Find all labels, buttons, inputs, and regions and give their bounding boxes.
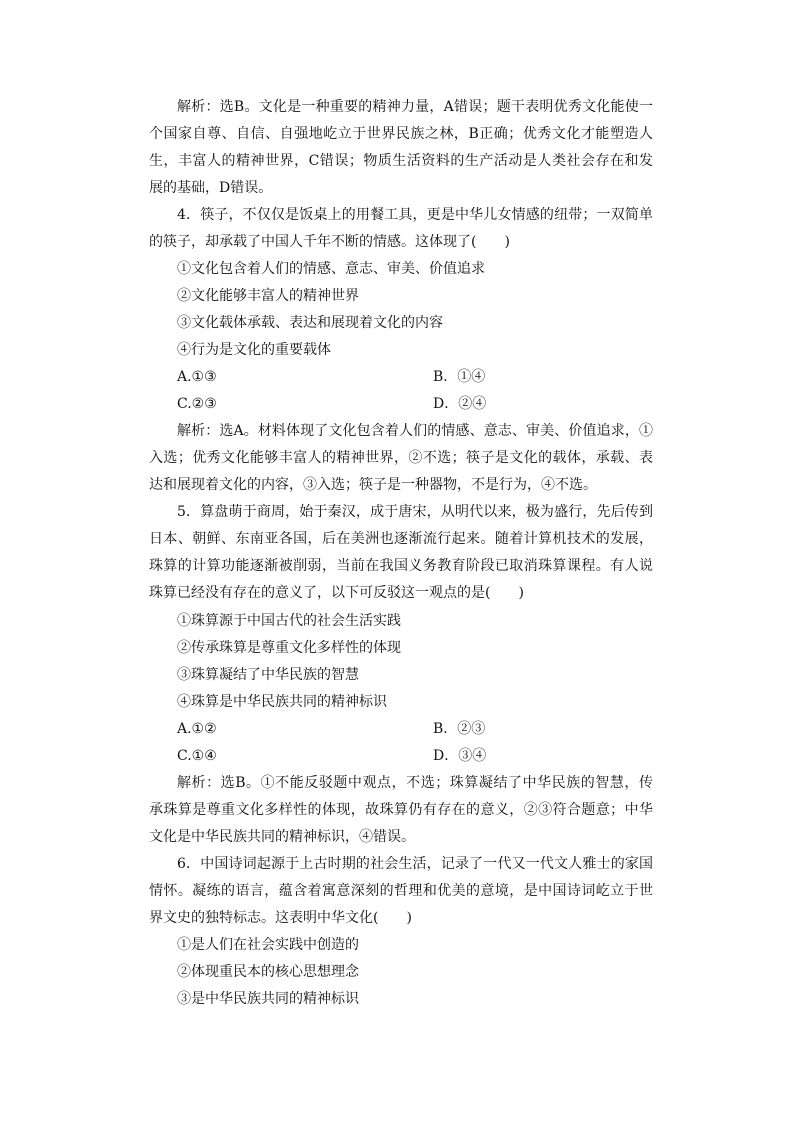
question-5-stem-line-2: 日本、朝鲜、东南亚各国，后在美洲也逐渐流行起来。随着计算机技术的发展， bbox=[149, 531, 653, 547]
question-5-stem-line-4: 珠算已经没有存在的意义了，以下可反驳这一观点的是( ) bbox=[149, 585, 524, 601]
question-5-choice-d: D．③④ bbox=[433, 748, 487, 764]
question-6-option-3: ③是中华民族共同的精神标识 bbox=[177, 991, 359, 1007]
analysis-3-line-2: 个国家自尊、自信、自强地屹立于世界民族之林，B正确；优秀文化才能塑造人 bbox=[149, 126, 653, 142]
question-5-stem-line-3: 珠算的计算功能逐渐被削弱，当前在我国义务教育阶段已取消珠算课程。有人说 bbox=[149, 558, 653, 574]
question-4-analysis-line-3: 达和展现着文化的内容，③入选；筷子是一种器物，不是行为，④不选。 bbox=[149, 477, 597, 493]
question-5-analysis-line-2: 承珠算是尊重文化多样性的体现，故珠算仍有存在的意义，②③符合题意；中华 bbox=[149, 802, 653, 818]
question-5-analysis-line-1: 解析：选B。①不能反驳题中观点，不选；珠算凝结了中华民族的智慧，传 bbox=[177, 775, 653, 791]
question-5-choice-b: B．②③ bbox=[433, 721, 486, 737]
question-4-stem-line-1: 4．筷子，不仅仅是饭桌上的用餐工具，更是中华儿女情感的纽带；一双简单 bbox=[177, 207, 653, 223]
question-4-option-1: ①文化包含着人们的情感、意志、审美、价值追求 bbox=[177, 261, 485, 277]
analysis-3-line-4: 展的基础，D错误。 bbox=[149, 180, 273, 196]
question-4-choice-a: A.①③ bbox=[177, 369, 217, 385]
question-4-analysis-line-2: 入选；优秀文化能够丰富人的精神世界，②不选；筷子是文化的载体，承载、表 bbox=[149, 450, 653, 466]
analysis-3-line-3: 生，丰富人的精神世界，C错误；物质生活资料的生产活动是人类社会存在和发 bbox=[149, 153, 653, 169]
question-4-stem-line-2: 的筷子，却承载了中国人千年不断的情感。这体现了( ) bbox=[149, 234, 510, 250]
question-5-option-3: ③珠算凝结了中华民族的智慧 bbox=[177, 667, 359, 683]
question-4-choice-d: D．②④ bbox=[433, 396, 487, 412]
question-5-choice-a: A.①② bbox=[177, 721, 217, 737]
question-5-analysis-line-3: 文化是中华民族共同的精神标识，④错误。 bbox=[149, 829, 415, 845]
question-4-option-4: ④行为是文化的重要载体 bbox=[177, 342, 331, 358]
question-4-analysis-line-1: 解析：选A。材料体现了文化包含着人们的情感、意志、审美、价值追求，① bbox=[177, 423, 653, 439]
question-5-option-1: ①珠算源于中国古代的社会生活实践 bbox=[177, 613, 401, 629]
question-4-choice-b: B．①④ bbox=[433, 369, 486, 385]
question-6-stem-line-1: 6．中国诗词起源于上古时期的社会生活，记录了一代又一代文人雅士的家国 bbox=[177, 856, 653, 872]
question-5-option-4: ④珠算是中华民族共同的精神标识 bbox=[177, 694, 387, 710]
question-6-stem-line-3: 界文史的独特标志。这表明中华文化( ) bbox=[149, 910, 412, 926]
question-6-option-1: ①是人们在社会实践中创造的 bbox=[177, 937, 359, 953]
question-4-option-3: ③文化载体承载、表达和展现着文化的内容 bbox=[177, 315, 443, 331]
question-4-option-2: ②文化能够丰富人的精神世界 bbox=[177, 288, 359, 304]
question-5-stem-line-1: 5．算盘萌于商周，始于秦汉，成于唐宋，从明代以来，极为盛行，先后传到 bbox=[177, 504, 653, 520]
analysis-3-line-1: 解析：选B。文化是一种重要的精神力量，A错误；题干表明优秀文化能使一 bbox=[177, 99, 653, 115]
question-6-stem-line-2: 情怀。凝练的语言，蕴含着寓意深刻的哲理和优美的意境，是中国诗词屹立于世 bbox=[149, 883, 653, 899]
question-6-option-2: ②体现重民本的核心思想理念 bbox=[177, 964, 359, 980]
question-4-choice-c: C.②③ bbox=[177, 396, 217, 412]
question-5-choice-c: C.①④ bbox=[177, 748, 217, 764]
question-5-option-2: ②传承珠算是尊重文化多样性的体现 bbox=[177, 640, 401, 656]
